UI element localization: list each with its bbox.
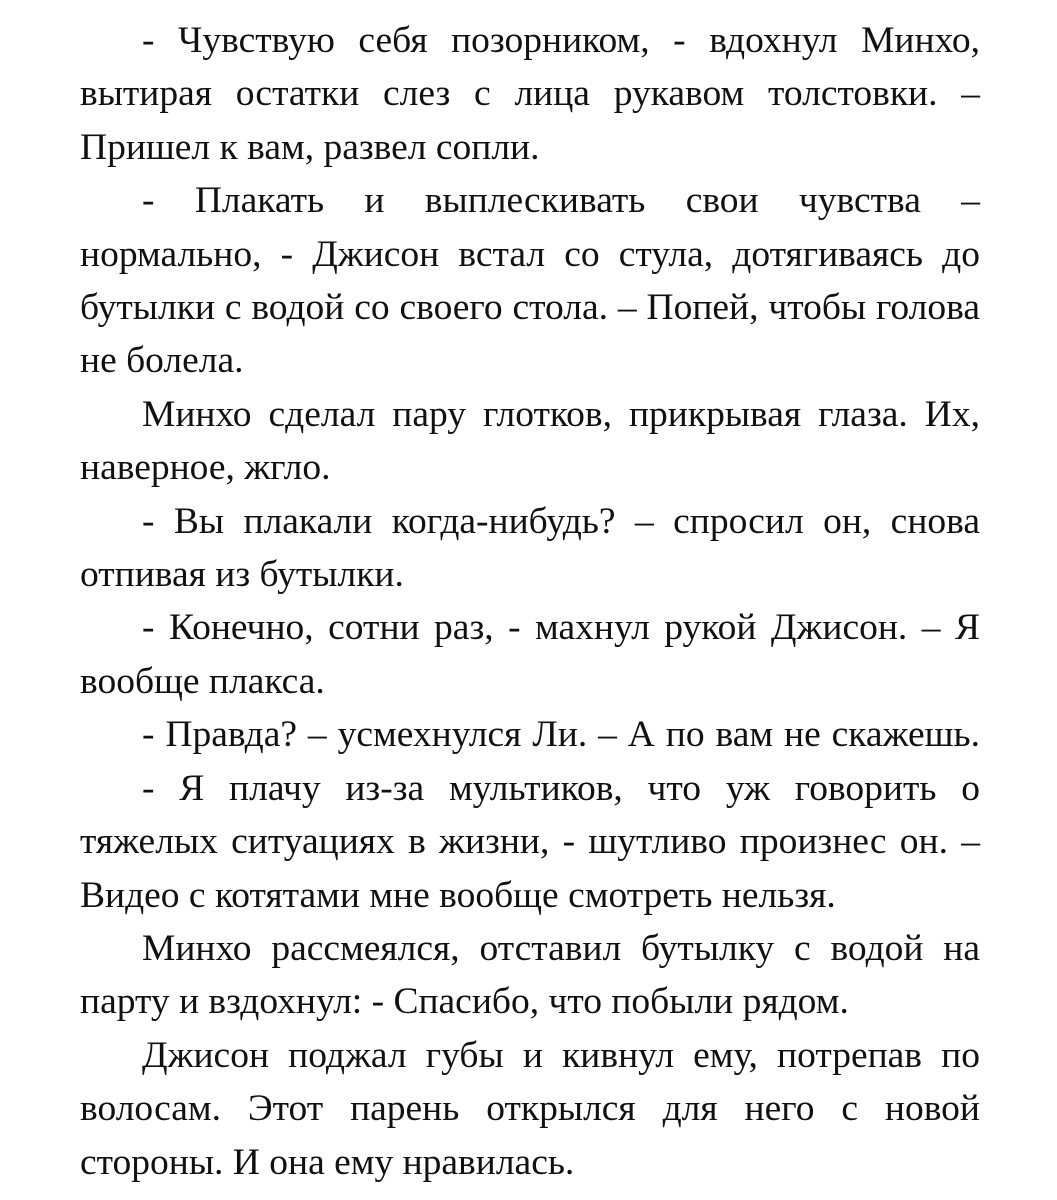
paragraph-2: - Плакать и выплескивать свои чувства – нормально, - Джисон встал со стула, дотягиваясь до бутылки с водой со своего стола. – Попей, чтобы голова не болела. <box>80 180 990 382</box>
paragraph-5: - Конечно, сотни раз, - махнул рукой Джисон. – Я вообще плакса. <box>80 607 990 702</box>
document-page <box>80 14 990 1189</box>
paragraph-9: Джисон поджал губы и кивнул ему, потрепав по волосам. Этот парень открылся для него с новой стороны. И она ему нравилась. <box>80 1034 990 1183</box>
paragraph-6: - Правда? – усмехнулся Ли. – А по вам не скажешь. <box>142 714 980 756</box>
paragraph-1: - Чувствую себя позорником, - вдохнул Минхо, вытирая остатки слез с лица рукавом толстовки. – Пришел к вам, развел сопли. <box>80 20 990 168</box>
paragraph-8: Минхо рассмеялся, отставил бутылку с водой на парту и вздохнул: - Спасибо, что побыли рядом. <box>80 927 990 1023</box>
paragraph-3: Минхо сделал пару глотков, прикрывая глаза. Их, наверное, жгло. <box>80 393 990 489</box>
paragraph-7: - Я плачу из-за мультиков, что уж говорить о тяжелых ситуациях в жизни, - шутливо произнес он. – Видео с котятами мне вообще смотреть нельзя. <box>80 767 990 916</box>
paragraph-4: - Вы плакали когда-нибудь? – спросил он, снова отпивая из бутылки. <box>80 500 990 596</box>
